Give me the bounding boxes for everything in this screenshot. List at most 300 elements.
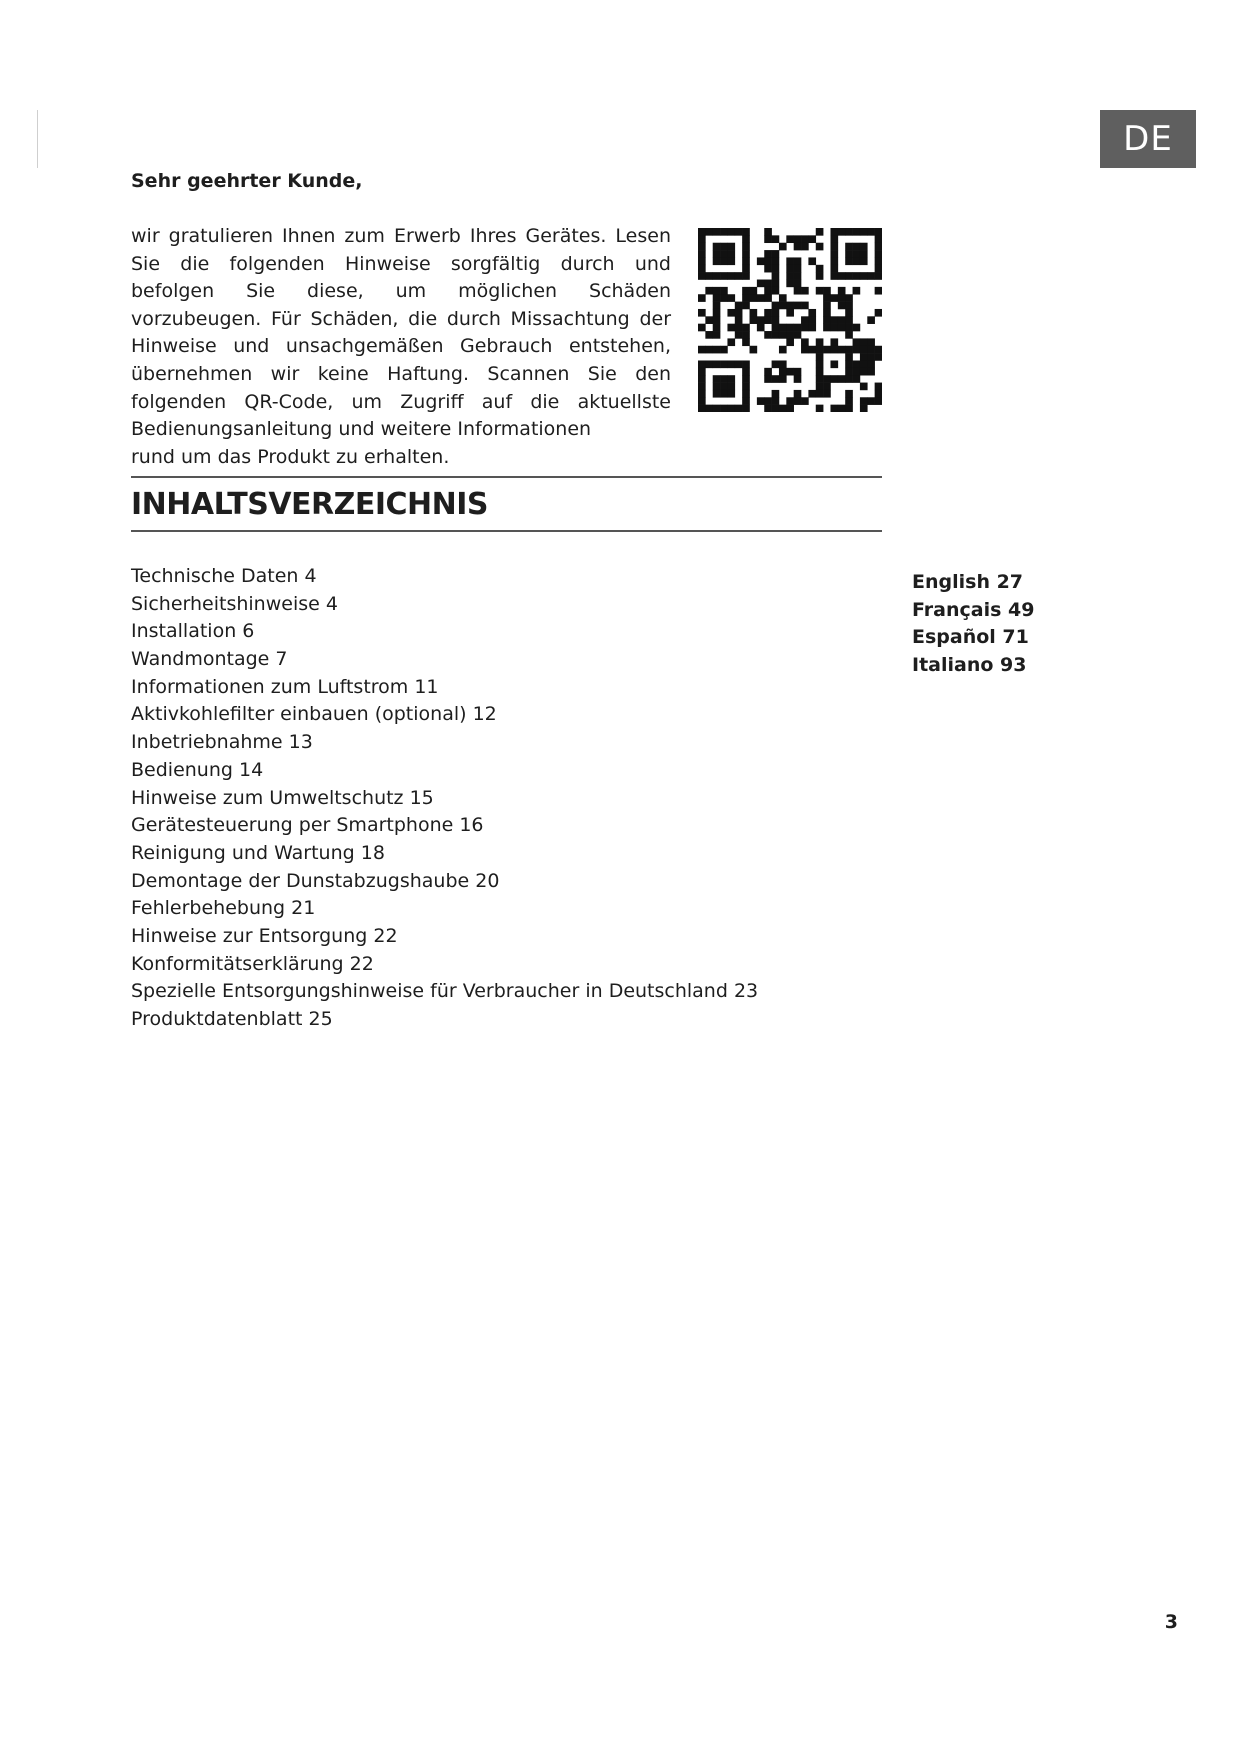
qr-module [727,294,735,302]
qr-module [764,375,772,383]
qr-module [830,324,838,332]
greeting: Sehr geehrter Kunde, [131,170,363,192]
qr-module [816,353,824,361]
qr-module [772,272,780,280]
qr-module [860,368,868,376]
qr-module [698,265,706,273]
qr-module [705,316,713,324]
qr-module [845,302,853,310]
qr-module [772,324,780,332]
qr-module [779,302,787,310]
qr-module [867,346,875,354]
intro-paragraph-last-line: rund um das Produkt zu erhalten. [131,445,450,468]
toc-list [131,563,758,1034]
qr-module [713,405,721,412]
toc-item: Gerätesteuerung per Smartphone 16 [131,814,484,837]
qr-module [830,272,838,280]
qr-module [853,324,861,332]
qr-module [838,228,846,236]
qr-module [786,368,794,376]
qr-module [794,287,802,295]
qr-module [757,397,765,405]
qr-module [853,272,861,280]
qr-module [713,360,721,368]
qr-module [735,360,743,368]
qr-module [816,272,824,280]
qr-module [875,287,882,295]
qr-module [794,235,802,243]
qr-module [698,397,706,405]
qr-module [853,250,861,258]
toc-item: Sicherheitshinweise 4 [131,592,338,615]
qr-module [772,302,780,310]
qr-module [735,228,743,236]
toc-item: Demontage der Dunstabzugshaube 20 [131,869,500,892]
qr-module [713,324,721,332]
qr-module [764,397,772,405]
qr-module [720,375,728,383]
qr-module [860,228,868,236]
qr-module [764,309,772,317]
qr-module [705,331,713,339]
qr-module [845,272,853,280]
qr-module [845,346,853,354]
qr-module [742,228,750,236]
qr-module [772,250,780,258]
qr-module [713,257,721,265]
qr-module [757,324,765,332]
qr-module [860,405,868,412]
qr-module [786,324,794,332]
qr-module [867,338,875,346]
qr-module [750,309,758,317]
qr-module [875,257,882,265]
qr-module [845,368,853,376]
qr-module [786,235,794,243]
qr-module [786,309,794,317]
qr-module [794,243,802,251]
toc-item: Installation 6 [131,620,255,643]
qr-module [794,265,802,273]
qr-module [698,294,706,302]
qr-module [764,405,772,412]
qr-module [727,228,735,236]
qr-module [816,390,824,398]
qr-module [823,375,831,383]
qr-module [720,294,728,302]
qr-module [786,397,794,405]
toc-item: Spezielle Entsorgungshinweise für Verbraucher in Deutschland 23 [131,980,759,1003]
qr-module [860,397,868,405]
toc-item: Produktdatenblatt 25 [131,1008,333,1030]
qr-module [875,272,882,280]
qr-module [786,257,794,265]
qr-module [742,338,750,346]
toc-item: Konformitätserklärung 22 [131,952,374,975]
qr-module [786,405,794,412]
qr-module [772,287,780,295]
qr-module [794,324,802,332]
qr-module [720,383,728,391]
qr-module [772,405,780,412]
qr-module [779,360,787,368]
qr-module [823,390,831,398]
qr-module [698,368,706,376]
qr-module [727,338,735,346]
qr-code-graphic [698,228,882,412]
toc-item: Reinigung und Wartung 18 [131,841,385,864]
qr-module [705,405,713,412]
qr-module [764,265,772,273]
qr-module [794,302,802,310]
qr-module [772,309,780,317]
qr-code-icon [698,228,882,412]
qr-module [853,338,861,346]
qr-module [838,316,846,324]
qr-module [698,228,706,236]
qr-module [735,316,743,324]
language-item: English 27 [912,571,1024,593]
qr-module [720,390,728,398]
qr-module [860,257,868,265]
qr-module [742,243,750,251]
qr-module [875,346,882,354]
qr-module [801,338,809,346]
qr-module [713,309,721,317]
qr-module [845,375,853,383]
toc-item: Hinweise zum Umweltschutz 15 [131,786,434,809]
qr-module [816,346,824,354]
qr-module [713,294,721,302]
qr-module [794,397,802,405]
qr-module [742,331,750,339]
qr-module [801,324,809,332]
qr-module [823,287,831,295]
qr-module [742,397,750,405]
qr-module [816,338,824,346]
qr-module [875,243,882,251]
qr-module [742,294,750,302]
qr-module [838,324,846,332]
qr-module [838,287,846,295]
qr-module [742,368,750,376]
qr-module [742,405,750,412]
qr-module [786,265,794,273]
qr-module [713,272,721,280]
qr-module [845,390,853,398]
qr-module [823,324,831,332]
qr-module [808,316,816,324]
qr-module [698,272,706,280]
qr-module [764,250,772,258]
qr-module [727,257,735,265]
qr-module [720,228,728,236]
qr-module [742,375,750,383]
qr-module [713,228,721,236]
qr-module [801,302,809,310]
qr-module [713,302,721,310]
qr-module [705,272,713,280]
qr-module [742,324,750,332]
qr-module [772,316,780,324]
qr-module [742,390,750,398]
qr-module [713,375,721,383]
qr-module [698,405,706,412]
qr-module [875,353,882,361]
language-list [912,569,1034,680]
qr-module [720,257,728,265]
qr-module [713,243,721,251]
qr-module [727,383,735,391]
qr-module [742,257,750,265]
qr-module [838,302,846,310]
toc-item: Hinweise zur Entsorgung 22 [131,924,398,947]
qr-module [875,265,882,273]
qr-module [801,235,809,243]
qr-module [742,235,750,243]
language-item: Français 49 [912,598,1035,621]
qr-module [794,257,802,265]
qr-module [727,250,735,258]
qr-module [860,272,868,280]
qr-module [838,405,846,412]
qr-module [735,309,743,317]
qr-module [867,353,875,361]
qr-module [720,346,728,354]
qr-module [860,353,868,361]
qr-module [713,316,721,324]
qr-module [867,360,875,368]
qr-module [735,324,743,332]
language-item: Español 71 [912,626,1029,649]
qr-module [772,397,780,405]
qr-module [764,280,772,288]
margin-rule [37,110,38,168]
qr-module [772,235,780,243]
qr-module [845,360,853,368]
qr-module [845,294,853,302]
qr-module [823,309,831,317]
qr-module [794,331,802,339]
qr-module [779,243,787,251]
qr-module [779,368,787,376]
qr-module [727,243,735,251]
qr-module [779,346,787,354]
qr-module [801,397,809,405]
toc-item: Bedienung 14 [131,758,264,781]
qr-module [764,368,772,376]
qr-module [705,287,713,295]
qr-module [853,287,861,295]
qr-module [875,235,882,243]
qr-module [830,228,838,236]
qr-module [860,346,868,354]
qr-module [875,390,882,398]
qr-module [867,272,875,280]
qr-module [830,338,838,346]
qr-module [698,235,706,243]
qr-module [853,257,861,265]
qr-module [698,324,706,332]
qr-module [742,383,750,391]
qr-module [860,338,868,346]
qr-module [823,302,831,310]
qr-module [853,243,861,251]
qr-module [750,294,758,302]
toc-item: Wandmontage 7 [131,648,288,671]
page-number: 3 [1164,1611,1178,1633]
qr-module [698,390,706,398]
qr-module [823,316,831,324]
qr-module [860,360,868,368]
qr-module [801,316,809,324]
qr-module [764,287,772,295]
qr-module [875,250,882,258]
qr-module [735,302,743,310]
qr-module [830,375,838,383]
toc-header [131,476,882,532]
toc-item: Technische Daten 4 [131,565,317,587]
qr-module [698,250,706,258]
qr-module [713,331,721,339]
qr-module [808,257,816,265]
qr-module [779,331,787,339]
qr-module [875,397,882,405]
qr-module [816,405,824,412]
qr-module [845,243,853,251]
qr-module [720,250,728,258]
qr-module [801,243,809,251]
qr-module [794,280,802,288]
qr-module [853,228,861,236]
qr-module [727,272,735,280]
qr-module [875,383,882,391]
qr-module [742,360,750,368]
qr-module [845,309,853,317]
qr-module [764,294,772,302]
qr-module [713,383,721,391]
qr-module [786,302,794,310]
qr-module [816,368,824,376]
qr-module [853,346,861,354]
qr-module [720,405,728,412]
qr-module [779,294,787,302]
qr-module [742,265,750,273]
qr-module [808,235,816,243]
qr-module [764,228,772,236]
qr-module [713,287,721,295]
qr-module [794,390,802,398]
qr-module [845,257,853,265]
qr-module [860,383,868,391]
qr-module [727,309,735,317]
qr-module [808,346,816,354]
qr-module [845,324,853,332]
qr-module [830,265,838,273]
qr-module [786,331,794,339]
qr-module [705,360,713,368]
intro-paragraph: wir gratulieren Ihnen zum Erwerb Ihres Gerätes. Lesen Sie die folgenden Hinweise sorgfältig durch und befolgen Sie diese, um möglichen Schäden vorzubeugen. Für Schäden, die durch Missachtung der Hinweise und unsachgemäßen Gebrauch entstehen, übernehmen wir keine Haftung. Scannen Sie den folgenden QR-Code, um Zugriff auf die aktuellste Bedienungsanleitung und weitere Informationen [131,225,671,441]
qr-module [867,397,875,405]
qr-module [816,243,824,251]
qr-module [750,287,758,295]
qr-module [727,405,735,412]
toc-item: Aktivkohlefilter einbauen (optional) 12 [131,703,497,726]
qr-module [875,309,882,317]
qr-module [735,272,743,280]
qr-module [867,228,875,236]
qr-module [757,316,765,324]
qr-module [838,346,846,354]
qr-module [757,257,765,265]
qr-module [742,302,750,310]
qr-module [830,235,838,243]
qr-module [742,272,750,280]
qr-module [801,346,809,354]
qr-module [830,346,838,354]
qr-module [764,316,772,324]
qr-module [830,257,838,265]
qr-module [772,331,780,339]
qr-module [698,309,706,317]
qr-module [794,368,802,376]
qr-module [772,375,780,383]
qr-module [830,243,838,251]
qr-module [705,228,713,236]
qr-module [772,265,780,273]
qr-module [713,390,721,398]
qr-module [735,405,743,412]
qr-module [757,280,765,288]
qr-module [713,250,721,258]
qr-module [794,375,802,383]
qr-module [727,375,735,383]
qr-module [845,405,853,412]
toc-title: INHALTSVERZEICHNIS [131,487,489,522]
qr-module [867,316,875,324]
qr-module [757,294,765,302]
qr-module [860,243,868,251]
qr-module [838,294,846,302]
qr-module [816,383,824,391]
qr-module [838,375,846,383]
qr-module [838,272,846,280]
qr-module [698,257,706,265]
qr-module [727,390,735,398]
qr-module [786,338,794,346]
qr-module [772,360,780,368]
qr-module [801,287,809,295]
qr-module [742,287,750,295]
qr-module [845,228,853,236]
qr-module [698,243,706,251]
qr-module [853,375,861,383]
qr-module [845,353,853,361]
qr-module [720,272,728,280]
qr-module [786,272,794,280]
qr-module [816,287,824,295]
qr-module [860,250,868,258]
qr-module [830,360,838,368]
qr-module [830,405,838,412]
qr-module [735,331,743,339]
qr-module [764,235,772,243]
qr-module [816,375,824,383]
toc-item: Inbetriebnahme 13 [131,731,313,754]
qr-module [830,316,838,324]
qr-module [867,368,875,376]
qr-module [720,287,728,295]
